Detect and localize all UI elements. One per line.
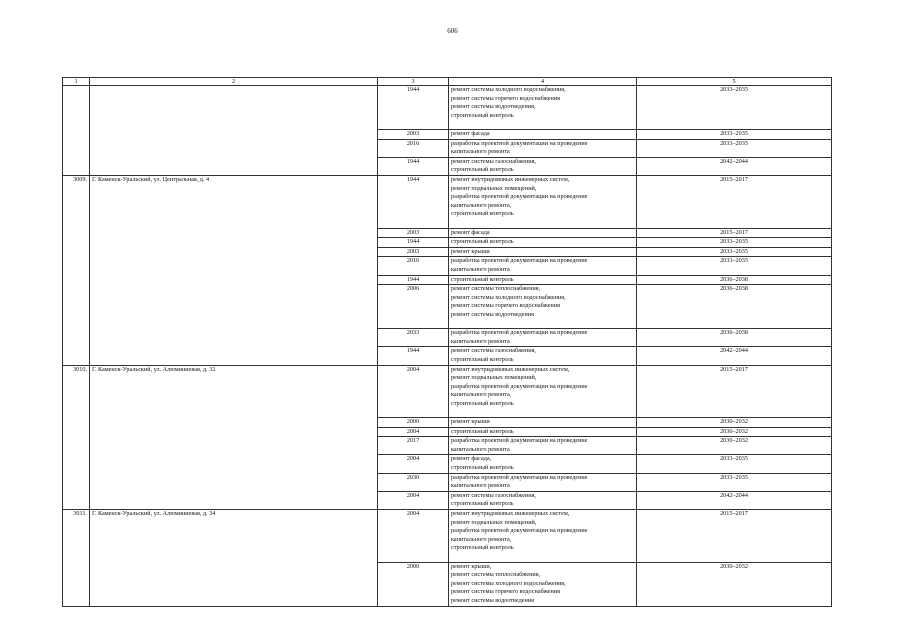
period-cell: 2030–2032 (637, 562, 832, 606)
year-cell: 2000 (378, 418, 449, 428)
work-type-cell: ремонт системы газоснабжения, строительный контроль (449, 491, 637, 509)
work-type-cell: ремонт фасада (449, 228, 637, 238)
period-cell: 2036–2038 (637, 329, 832, 347)
period-cell: 2036–2038 (637, 285, 832, 329)
column-header: 3 (378, 78, 449, 86)
year-cell: 2006 (378, 285, 449, 329)
period-cell: 2042–2044 (637, 347, 832, 365)
year-cell: 2004 (378, 510, 449, 563)
year-cell: 2000 (378, 562, 449, 606)
work-type-cell: ремонт фасада, строительный контроль (449, 455, 637, 473)
work-type-cell: ремонт крыши (449, 418, 637, 428)
year-cell: 2033 (378, 329, 449, 347)
table-row (63, 365, 832, 418)
work-type-cell: ремонт фасада (449, 130, 637, 140)
period-cell: 2033–2035 (637, 86, 832, 130)
work-type-cell: ремонт системы газоснабжения, строительный контроль (449, 347, 637, 365)
year-cell: 2004 (378, 365, 449, 418)
year-cell: 2016 (378, 139, 449, 157)
table-row (63, 86, 832, 130)
period-cell: 2015–2017 (637, 175, 832, 228)
work-type-cell: строительный контроль (449, 275, 637, 285)
year-cell: 1944 (378, 175, 449, 228)
object-number: 3010. (63, 365, 90, 510)
period-cell: 2033–2035 (637, 455, 832, 473)
period-cell: 2033–2035 (637, 130, 832, 140)
year-cell: 2017 (378, 437, 449, 455)
work-type-cell: ремонт крыши (449, 247, 637, 257)
work-type-cell: ремонт внутридомовых инженерных систем, ремонт подвальных помещений, разработка проектной документации на проведение капитального ремонта, строительный контроль (449, 175, 637, 228)
column-header: 2 (90, 78, 378, 86)
period-cell: 2030–2032 (637, 427, 832, 437)
period-cell: 2042–2044 (637, 157, 832, 175)
year-cell: 1944 (378, 86, 449, 130)
period-cell: 2033–2035 (637, 247, 832, 257)
year-cell: 1944 (378, 157, 449, 175)
period-cell: 2036–2038 (637, 275, 832, 285)
column-header: 5 (637, 78, 832, 86)
work-type-cell: ремонт внутридомовых инженерных систем, ремонт подвальных помещений, разработка проектной документации на проведение капитального ремонта, строительный контроль (449, 365, 637, 418)
work-type-cell: ремонт крыши, ремонт системы теплоснабжения, ремонт системы холодного водоснабжения, ремонт системы горячего водоснабжения ремонт системы водоотведения (449, 562, 637, 606)
work-type-cell: строительный контроль (449, 238, 637, 248)
work-type-cell: разработка проектной документации на проведение капитального ремонта (449, 329, 637, 347)
year-cell: 1944 (378, 275, 449, 285)
table-row (63, 510, 832, 563)
period-cell: 2015–2017 (637, 510, 832, 563)
year-cell: 2030 (378, 473, 449, 491)
work-type-cell: ремонт внутридомовых инженерных систем, ремонт подвальных помещений, разработка проектной документации на проведение капитального ремонта, строительный контроль (449, 510, 637, 563)
work-type-cell: строительный контроль (449, 427, 637, 437)
object-number: 3011. (63, 510, 90, 607)
table-header (63, 78, 832, 86)
year-cell: 2003 (378, 247, 449, 257)
work-type-cell: разработка проектной документации на проведение капитального ремонта (449, 257, 637, 275)
object-address: Г. Каменск-Уральский, ул. Центральная, д. 4 (90, 175, 378, 365)
work-type-cell: ремонт системы газоснабжения, строительный контроль (449, 157, 637, 175)
period-cell: 2033–2035 (637, 473, 832, 491)
period-cell: 2042–2044 (637, 491, 832, 509)
period-cell: 2033–2035 (637, 257, 832, 275)
work-type-cell: разработка проектной документации на проведение капитального ремонта (449, 139, 637, 157)
year-cell: 2016 (378, 257, 449, 275)
year-cell: 2004 (378, 427, 449, 437)
year-cell: 1944 (378, 238, 449, 248)
period-cell: 2015–2017 (637, 365, 832, 418)
period-cell: 2033–2035 (637, 238, 832, 248)
period-cell: 2033–2035 (637, 139, 832, 157)
object-address: Г. Каменск-Уральский, ул. Алюминиевая, д. 32 (90, 365, 378, 510)
work-type-cell: ремонт системы холодного водоснабжения, ремонт системы горячего водоснабжения ремонт системы водоотведения, строительный контроль (449, 86, 637, 130)
period-cell: 2030–2032 (637, 418, 832, 428)
year-cell: 2004 (378, 491, 449, 509)
object-address: Г. Каменск-Уральский, ул. Алюминиевая, д. 34 (90, 510, 378, 607)
year-cell: 2004 (378, 455, 449, 473)
period-cell: 2030–2032 (637, 437, 832, 455)
table-body (63, 86, 832, 607)
year-cell: 1944 (378, 347, 449, 365)
column-header: 4 (449, 78, 637, 86)
object-address (90, 86, 378, 176)
object-number (63, 86, 90, 176)
work-type-cell: ремонт системы теплоснабжения, ремонт системы холодного водоснабжения, ремонт системы горячего водоснабжения ремонт системы водоотведения (449, 285, 637, 329)
object-number: 3009. (63, 175, 90, 365)
work-type-cell: разработка проектной документации на проведение капитального ремонта (449, 473, 637, 491)
column-header: 1 (63, 78, 90, 86)
table-row (63, 175, 832, 228)
page-number: 606 (447, 27, 458, 35)
capital-repair-table (62, 77, 832, 607)
year-cell: 2003 (378, 228, 449, 238)
work-type-cell: разработка проектной документации на проведение капитального ремонта (449, 437, 637, 455)
period-cell: 2015–2017 (637, 228, 832, 238)
year-cell: 2003 (378, 130, 449, 140)
